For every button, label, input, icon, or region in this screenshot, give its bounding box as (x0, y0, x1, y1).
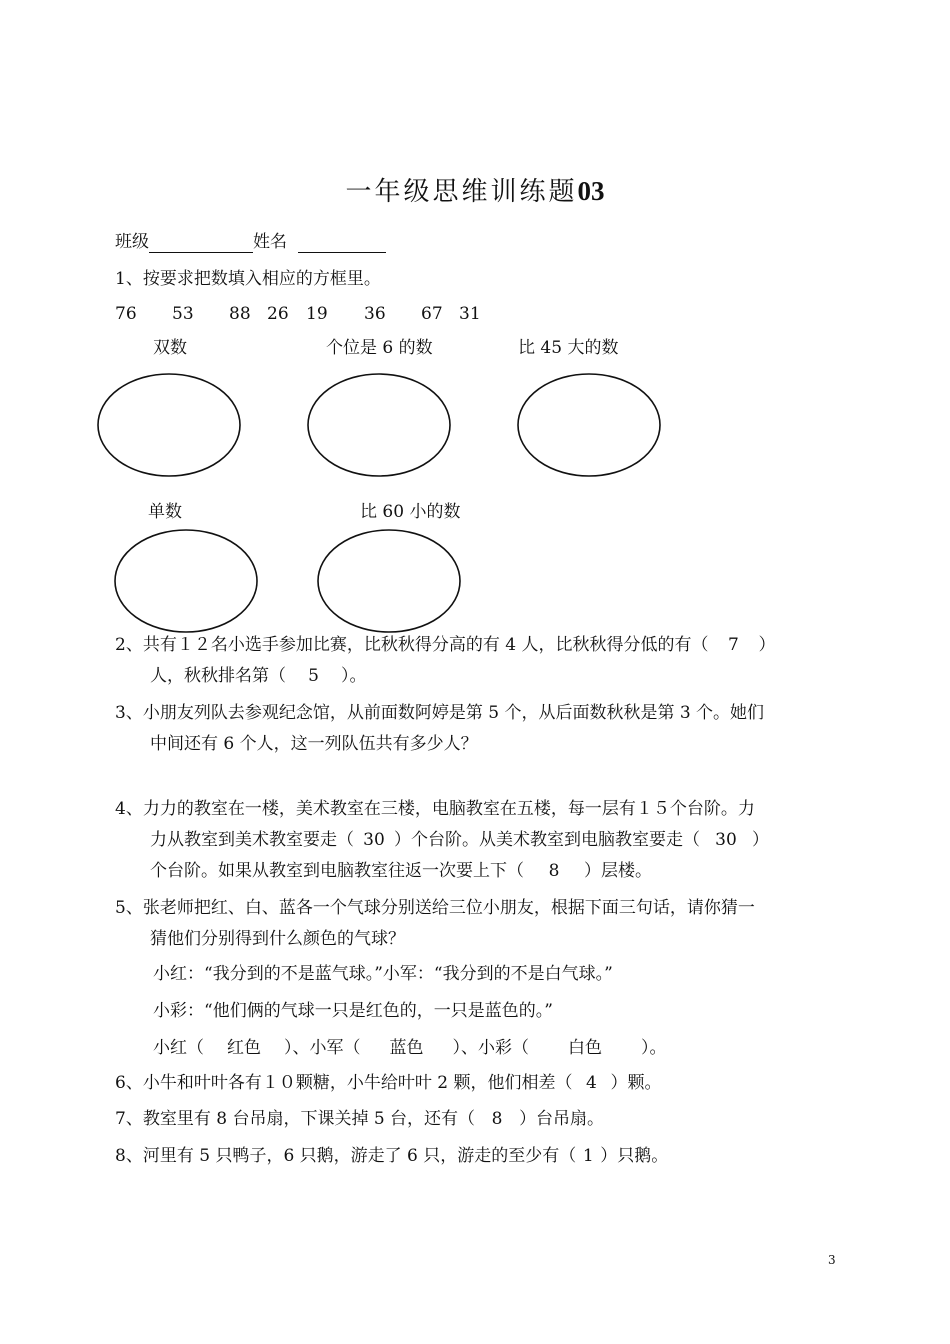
q5-paren: ）。 (641, 1038, 667, 1058)
q4-answer-steps-computer[interactable]: 30 (715, 830, 737, 850)
q8-text: ）只鹅。 (600, 1146, 669, 1166)
q7-answer[interactable]: 8 (491, 1109, 503, 1129)
q5-answer-xiaocai[interactable]: 白色 (568, 1038, 602, 1058)
question-1: 1、按要求把数填入相应的方框里。 (115, 269, 381, 289)
q7-text: ）台吊扇。 (519, 1109, 605, 1129)
q2-paren: ）。 (341, 666, 367, 686)
question-3-line-1: 3、小朋友列队去参观纪念馆，从前面数阿婷是第 5 个，从后面数秋秋是第 3 个。她们 (115, 703, 765, 723)
class-blank[interactable] (149, 234, 253, 253)
q2-text: 2、共有１２名小选手参加比赛，比秋秋得分高的有 4 人，比秋秋得分低的有（ (115, 635, 709, 655)
name-blank[interactable] (298, 234, 386, 253)
q4-text: ）个台阶。从美术教室到电脑教室要走（ (394, 830, 700, 850)
group-label-even: 双数 (153, 338, 187, 358)
number-item: 36 (364, 304, 386, 324)
question-2-line-2 (150, 665, 367, 687)
q5-label-xiaojun: ）、小军（ (284, 1038, 361, 1058)
question-5-line-2: 猜他们分别得到什么颜色的气球？ (150, 929, 405, 949)
answer-ellipse-ones-6[interactable] (306, 372, 452, 478)
q6-text: 6、小牛和叶叶各有１０颗糖，小牛给叶叶 2 颗，他们相差（ (115, 1073, 573, 1093)
answer-ellipse-odd[interactable] (113, 528, 259, 634)
question-5-clue-1: 小红：“我分到的不是蓝气球。”小军：“我分到的不是白气球。” (153, 964, 613, 984)
answer-ellipse-lt-60[interactable] (316, 528, 462, 634)
q2-answer-lower[interactable]: 7 (728, 635, 739, 655)
number-item: 88 (229, 304, 251, 324)
q8-answer[interactable]: 1 (582, 1146, 594, 1166)
q2-paren: ） (758, 635, 776, 655)
question-4-line-2 (150, 829, 769, 851)
title-number: 03 (577, 176, 605, 206)
answer-ellipse-even[interactable] (96, 372, 242, 478)
question-4-line-1: 4、力力的教室在一楼，美术教室在三楼，电脑教室在五楼，每一层有１５个台阶。力 (115, 799, 755, 819)
number-item: 76 (115, 304, 137, 324)
group-label-ones-6: 个位是 6 的数 (326, 338, 433, 358)
number-item: 31 (459, 304, 481, 324)
q7-text: 7、教室里有 8 台吊扇，下课关掉 5 台，还有（ (115, 1109, 476, 1129)
question-7 (115, 1108, 604, 1130)
q4-answer-floors[interactable]: 8 (548, 861, 560, 881)
number-item: 26 (267, 304, 289, 324)
q4-paren: ） (752, 830, 769, 850)
q6-answer[interactable]: 4 (586, 1073, 597, 1093)
question-5-answer-line (153, 1037, 667, 1059)
answer-ellipse-gt-45[interactable] (516, 372, 662, 478)
q5-answer-xiaohong[interactable]: 红色 (227, 1038, 261, 1058)
question-3-line-2: 中间还有 6 个人，这一列队伍共有多少人？ (150, 734, 478, 754)
group-label-gt-45: 比 45 大的数 (518, 338, 619, 358)
class-label: 班级 (115, 232, 149, 252)
q4-answer-steps-art[interactable]: 30 (363, 830, 385, 850)
q2-answer-rank[interactable]: 5 (308, 666, 319, 686)
number-item: 67 (421, 304, 443, 324)
question-4-line-3 (150, 860, 652, 882)
question-2-line-1 (115, 634, 775, 656)
question-6 (115, 1072, 661, 1094)
number-item: 53 (172, 304, 194, 324)
q5-answer-xiaojun[interactable]: 蓝色 (389, 1038, 424, 1058)
question-8 (115, 1145, 668, 1167)
q6-text: ）颗。 (610, 1073, 662, 1093)
q4-text: 个台阶。如果从教室到电脑教室往返一次要上下（ (150, 861, 524, 881)
q8-text: 8、河里有 5 只鸭子，6 只鹅，游走了 6 只，游走的至少有（ (115, 1146, 577, 1166)
student-info-line (115, 231, 386, 253)
q2-text: 人，秋秋排名第（ (150, 666, 286, 686)
title-text: 一年级思维训练题 (345, 177, 578, 207)
q4-text: 力从教室到美术教室要走（ (150, 830, 354, 850)
group-label-odd: 单数 (148, 502, 182, 522)
question-5-line-1: 5、张老师把红、白、蓝各一个气球分别送给三位小朋友，根据下面三句话，请你猜一 (115, 898, 755, 918)
group-label-lt-60: 比 60 小的数 (360, 502, 461, 522)
page-title (0, 176, 950, 207)
page-number: 3 (828, 1253, 836, 1267)
q4-text: ）层楼。 (584, 861, 652, 881)
q5-label-xiaohong: 小红（ (153, 1038, 204, 1058)
question-5-clue-2: 小彩：“他们俩的气球一只是红色的，一只是蓝色的。” (153, 1001, 553, 1021)
number-item: 19 (306, 304, 328, 324)
q5-label-xiaocai: ）、小彩（ (452, 1038, 529, 1058)
name-label: 姓名 (253, 232, 287, 252)
